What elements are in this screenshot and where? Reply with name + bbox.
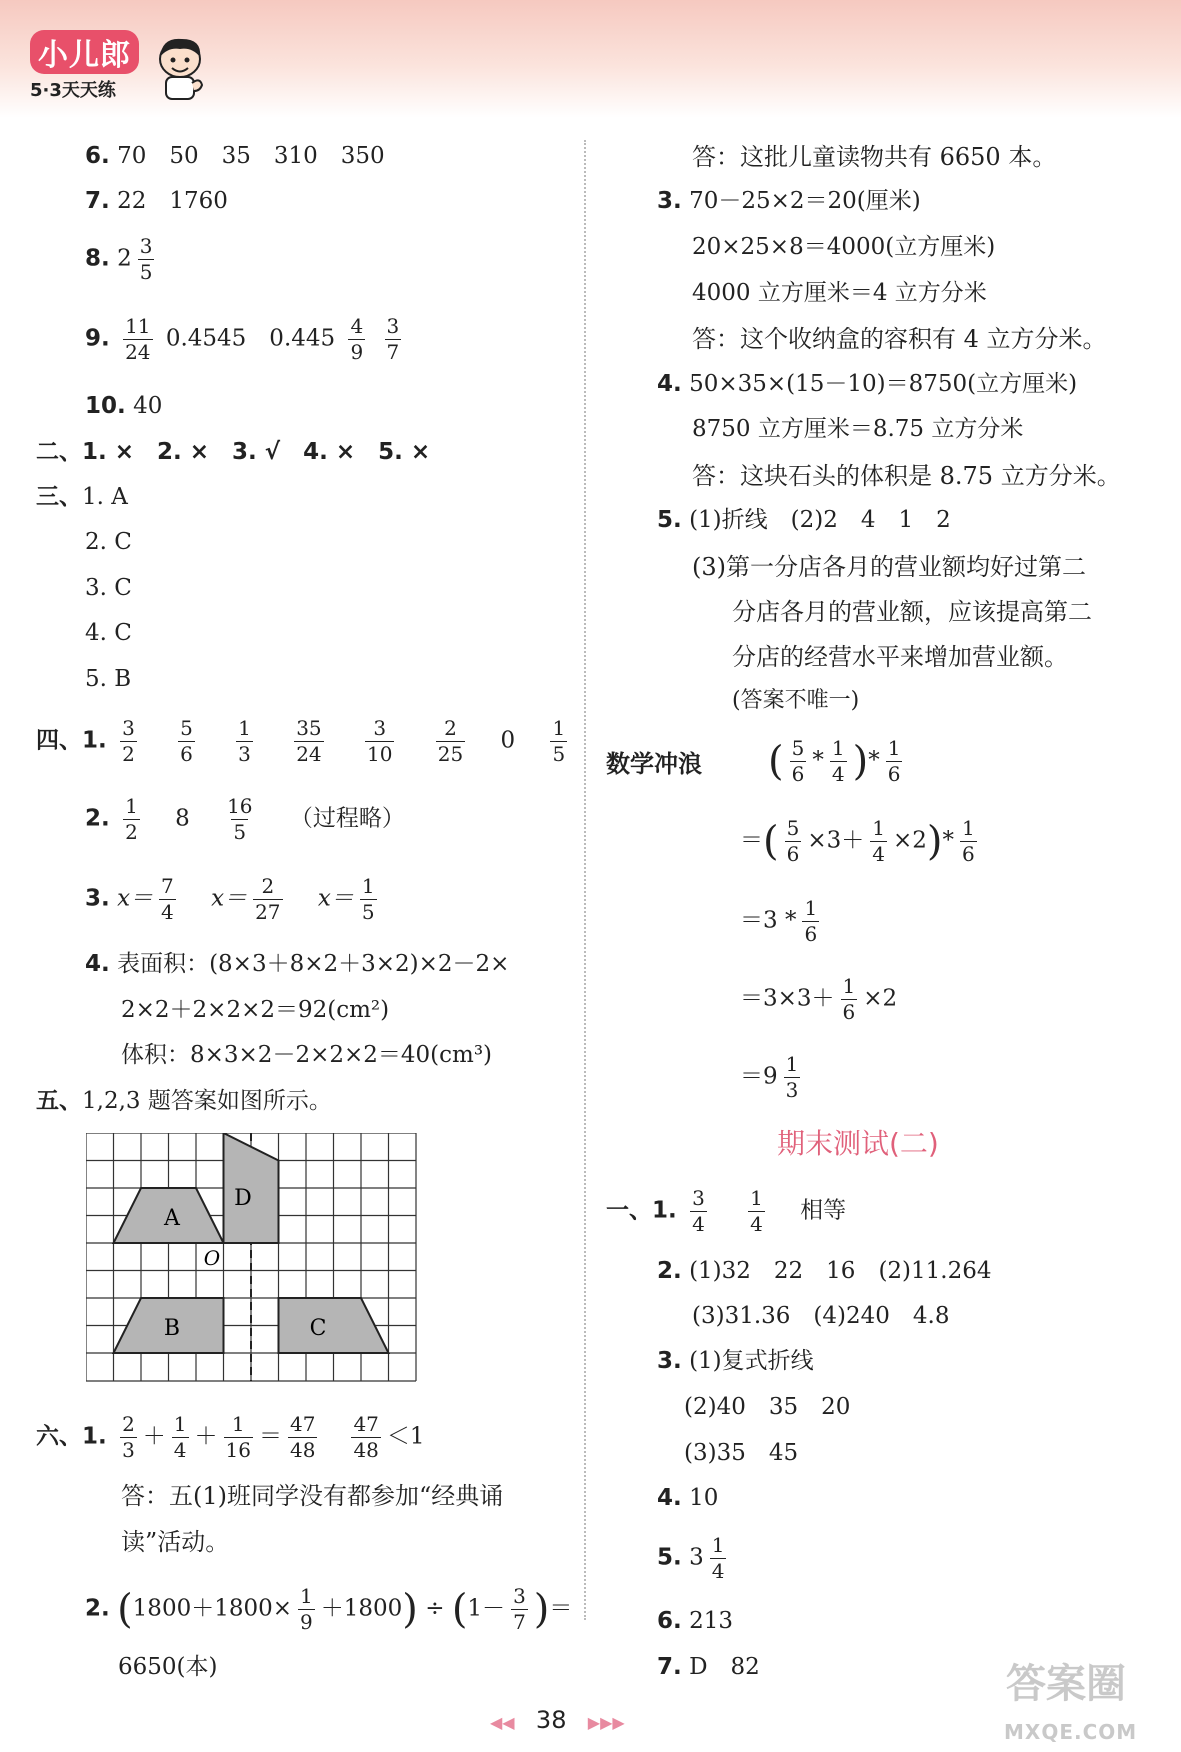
answer-text: 3. C bbox=[85, 575, 132, 601]
answer-text: 0.4545 0.445 bbox=[165, 325, 336, 352]
expression: 3×3＋ bbox=[763, 985, 835, 1012]
fraction: $\frac{5}{6}$ bbox=[180, 716, 193, 766]
note-text: （过程略） bbox=[289, 805, 405, 832]
answer-text: 答：这块石头的体积是 8.75 立方分米。 bbox=[692, 462, 1121, 490]
answer-text: ＜1 bbox=[386, 1423, 425, 1450]
section-five bbox=[36, 1090, 332, 1113]
brand-logo bbox=[30, 30, 139, 102]
fraction: $\frac{5}{6}$ bbox=[786, 816, 800, 866]
fraction: $\frac{1}{4}$ bbox=[872, 816, 885, 866]
watermark-url: MXQE.COM bbox=[1004, 1720, 1138, 1744]
right-arrow-icon: ▶▶▶ bbox=[587, 1713, 625, 1732]
fraction: $\frac{1}{5}$ bbox=[552, 716, 566, 766]
answer-text: (1)复式折线 bbox=[689, 1348, 814, 1374]
test2-q5 bbox=[657, 1535, 732, 1582]
fraction: $\frac{1}{4}$ bbox=[750, 1186, 763, 1236]
fraction: $\frac{1}{6}$ bbox=[962, 816, 975, 866]
answer-text: 1,2,3 题答案如图所示。 bbox=[82, 1088, 332, 1114]
test2-q6 bbox=[657, 1610, 733, 1633]
logo-subtitle: 5·3天天练 bbox=[30, 80, 116, 101]
operator: ＝ bbox=[740, 827, 763, 854]
expression: ＋1800 bbox=[320, 1595, 403, 1622]
answer-text: D 82 bbox=[689, 1654, 760, 1680]
challenge-line bbox=[740, 976, 897, 1023]
expression: 1800＋1800× bbox=[132, 1595, 293, 1622]
fraction: $\frac{35}{24}$ bbox=[296, 716, 322, 766]
answer-text: 4000 立方厘米＝4 立方分米 bbox=[692, 280, 987, 306]
answer-text: 1. × 2. × 3. √ 4. × 5. × bbox=[82, 439, 431, 465]
fraction: $\frac{16}{5}$ bbox=[227, 794, 253, 844]
section-label: 四、 bbox=[36, 727, 82, 754]
answer-text: 70－25×2＝20(厘米) bbox=[689, 188, 921, 214]
item-number: 4. bbox=[85, 951, 110, 977]
fraction: $\frac{2}{27}$ bbox=[255, 874, 281, 924]
answer-text: 10 bbox=[689, 1485, 719, 1511]
item-number: 5. bbox=[657, 507, 682, 533]
answer-text: 1. A bbox=[82, 484, 128, 510]
watermark-title: 答案圈 bbox=[1006, 1661, 1126, 1707]
item-number: 3. bbox=[657, 1348, 682, 1374]
answer-text: 8750 立方厘米＝8.75 立方分米 bbox=[692, 416, 1024, 442]
answer-text: 4. C bbox=[85, 620, 132, 646]
challenge-line bbox=[740, 898, 825, 945]
test2-q7 bbox=[657, 1656, 760, 1679]
item-number: 3. bbox=[657, 188, 682, 214]
section-four-q2 bbox=[85, 796, 405, 843]
answer-line bbox=[85, 316, 407, 363]
operator: ＝ bbox=[740, 907, 763, 934]
answer-text: 相等 bbox=[800, 1197, 847, 1224]
item-number: 5. bbox=[657, 1544, 682, 1571]
right-q5 bbox=[657, 509, 951, 532]
answer-text: 读”活动。 bbox=[121, 1528, 230, 1556]
fraction: $\frac{7}{4}$ bbox=[161, 874, 174, 924]
fraction: $\frac{3}{7}$ bbox=[386, 314, 400, 364]
operator: ＝ bbox=[740, 1063, 763, 1090]
item-number: 2. bbox=[85, 1595, 110, 1622]
variable: x＝ bbox=[211, 885, 248, 912]
fraction: $\frac{2}{25}$ bbox=[437, 716, 464, 766]
test2-q1 bbox=[606, 1188, 846, 1235]
fraction: $\frac{1}{4}$ bbox=[173, 1412, 187, 1462]
section-four-q4 bbox=[85, 953, 509, 976]
answer-text: 体积：8×3×2－2×2×2＝40(cm³) bbox=[121, 1042, 493, 1068]
item-number: 8. bbox=[85, 245, 110, 272]
challenge-line: ＝( $\frac{5}{6}$ ×3＋ $\frac{1}{4}$ ×2)* $\frac{1}{6}$ bbox=[740, 816, 975, 866]
answer-text: 20×25×8＝4000(立方厘米) bbox=[692, 234, 996, 260]
answer-text: (1)32 22 16 (2)11.264 bbox=[689, 1258, 992, 1284]
section-six-q2: 2. (1800＋1800× $\frac{1}{9}$ ＋1800) ÷ (1－ $\frac{3}{7}$ )＝ bbox=[85, 1584, 573, 1634]
fraction: $\frac{3}{10}$ bbox=[366, 716, 393, 766]
fraction: $\frac{4}{9}$ bbox=[350, 314, 364, 364]
mixed-whole: 9 bbox=[763, 1063, 778, 1090]
answer-text: 5. B bbox=[85, 666, 132, 692]
answer-text: 2. C bbox=[85, 529, 132, 555]
right-q4 bbox=[657, 373, 1077, 396]
right-q3 bbox=[657, 190, 921, 213]
answer-line bbox=[85, 236, 160, 283]
answer-text: (1)折线 (2)2 4 1 2 bbox=[689, 507, 951, 533]
section-label: 一、 bbox=[606, 1197, 652, 1224]
answer-text: 0 bbox=[500, 727, 516, 754]
left-arrow-icon: ◀◀ bbox=[490, 1713, 515, 1732]
variable: x＝ bbox=[317, 885, 354, 912]
section-four-q3 bbox=[85, 876, 383, 923]
expression: 1－ bbox=[467, 1595, 506, 1622]
label-d: D bbox=[234, 1186, 252, 1211]
answer-text: 表面积：(8×3＋8×2＋3×2)×2－2× bbox=[117, 951, 510, 977]
answer-text: 2×2＋2×2×2＝92(cm²) bbox=[121, 997, 390, 1023]
page-footer bbox=[490, 1708, 625, 1733]
item-number: 4. bbox=[657, 1485, 682, 1511]
fraction: $\frac{1}{4}$ bbox=[831, 736, 845, 786]
answer-text: 50×35×(15－10)＝8750(立方厘米) bbox=[689, 371, 1078, 397]
answer-text: 答：这批儿童读物共有 6650 本。 bbox=[692, 143, 1057, 171]
logo-title: 小儿郎 bbox=[30, 30, 139, 74]
item-number: 2. bbox=[657, 1258, 682, 1284]
fraction: $\frac{3}{4}$ bbox=[692, 1186, 705, 1236]
answer-text: (3)第一分店各月的营业额均好过第二 bbox=[692, 553, 1086, 581]
test2-q4 bbox=[657, 1487, 718, 1510]
expression: ×2 bbox=[863, 985, 898, 1012]
fraction: $\frac{5}{6}$ bbox=[791, 736, 805, 786]
item-number: 2. bbox=[85, 805, 110, 832]
fraction: $\frac{1}{3}$ bbox=[238, 716, 251, 766]
section-two bbox=[36, 441, 430, 464]
fraction: $\frac{47}{48}$ bbox=[289, 1412, 316, 1462]
fraction: $\frac{1}{16}$ bbox=[225, 1412, 251, 1462]
answer-text: 213 bbox=[689, 1608, 733, 1634]
answer-text: 40 bbox=[133, 393, 163, 419]
shape-c bbox=[279, 1298, 389, 1353]
mixed-whole: 3 bbox=[689, 1544, 704, 1571]
section-title: 期末测试(二) bbox=[777, 1127, 939, 1160]
label-c: C bbox=[309, 1316, 327, 1341]
item-number: 6. bbox=[657, 1608, 682, 1634]
mixed-whole: 2 bbox=[117, 245, 132, 272]
section-six-q1: 六、1. $\frac{2}{3}$ ＋ $\frac{1}{4}$ ＋ $\frac{1}{16}$ ＝ $\frac{47}{48}$ $\frac{47}{48}$ ＜1 bbox=[36, 1412, 425, 1462]
item-number: 7. bbox=[85, 188, 110, 214]
answer-line bbox=[85, 395, 162, 418]
operator: * bbox=[942, 827, 954, 854]
operator: ＝ bbox=[740, 985, 763, 1012]
fraction: $\frac{3}{7}$ bbox=[513, 1584, 526, 1634]
answer-text: 分店的经营水平来增加营业额。 bbox=[732, 643, 1068, 671]
item-number: 10. bbox=[85, 393, 126, 419]
fraction: $\frac{11}{24}$ bbox=[125, 314, 151, 364]
mascot-icon bbox=[152, 35, 208, 103]
challenge-line: ( $\frac{5}{6}$ * $\frac{1}{4}$ )* $\frac{1}{6}$ bbox=[768, 736, 901, 786]
item-number: 7. bbox=[657, 1654, 682, 1680]
fraction: $\frac{2}{3}$ bbox=[122, 1412, 135, 1462]
fraction: $\frac{3}{2}$ bbox=[122, 716, 135, 766]
fraction: $\frac{1}{6}$ bbox=[887, 736, 901, 786]
label-a: A bbox=[164, 1206, 180, 1231]
item-number: 6. bbox=[85, 143, 110, 169]
answer-text: 8 bbox=[175, 805, 190, 832]
operator: ÷ bbox=[425, 1595, 445, 1622]
answer-text: 70 50 35 310 350 bbox=[117, 143, 385, 169]
fraction: $\frac{1}{3}$ bbox=[785, 1052, 799, 1102]
answer-line bbox=[85, 190, 228, 213]
answer-line bbox=[85, 145, 385, 168]
fraction: $\frac{1}{6}$ bbox=[842, 974, 856, 1024]
answer-text: 分店各月的营业额，应该提高第二 bbox=[732, 598, 1092, 626]
expression: ×3＋ bbox=[807, 827, 865, 854]
item-number: 1. bbox=[652, 1197, 677, 1224]
operator: * bbox=[868, 747, 880, 774]
section-label: 六、 bbox=[36, 1423, 82, 1450]
fraction: $\frac{1}{5}$ bbox=[361, 874, 375, 924]
column-divider bbox=[584, 140, 586, 1620]
fraction: $\frac{1}{2}$ bbox=[125, 794, 138, 844]
fraction: $\frac{1}{6}$ bbox=[804, 896, 818, 946]
answer-text: (3)35 45 bbox=[684, 1440, 799, 1466]
item-number: 9. bbox=[85, 325, 110, 352]
variable: x＝ bbox=[117, 885, 154, 912]
test2-q3 bbox=[657, 1350, 814, 1373]
challenge-label: 数学冲浪 bbox=[606, 750, 702, 778]
section-four-q1 bbox=[36, 718, 573, 765]
challenge-line bbox=[740, 1054, 806, 1101]
section-label: 五、 bbox=[36, 1088, 82, 1114]
fraction: $\frac{47}{48}$ bbox=[353, 1412, 379, 1462]
item-number: 1. bbox=[82, 727, 107, 754]
fraction: $\frac{1}{4}$ bbox=[711, 1533, 725, 1583]
expression: 3 * bbox=[763, 907, 797, 934]
section-label: 三、 bbox=[36, 484, 82, 510]
answer-text: 22 1760 bbox=[117, 188, 228, 214]
operator: * bbox=[812, 747, 824, 774]
grid-figure bbox=[86, 1133, 418, 1383]
expression: ×2 bbox=[892, 827, 927, 854]
page-number: 38 bbox=[535, 1706, 567, 1734]
item-number: 4. bbox=[657, 371, 682, 397]
section-three bbox=[36, 486, 128, 509]
item-number: 1. bbox=[82, 1423, 107, 1450]
fraction: $\frac{1}{9}$ bbox=[300, 1584, 313, 1634]
answer-text: (答案不唯一) bbox=[732, 688, 860, 713]
item-number: 3. bbox=[85, 885, 110, 912]
answer-text: 答：五(1)班同学没有都参加“经典诵 bbox=[121, 1482, 504, 1510]
answer-text: 答：这个收纳盒的容积有 4 立方分米。 bbox=[692, 325, 1107, 353]
operator: ＝ bbox=[549, 1595, 573, 1622]
answer-text: (3)31.36 (4)240 4.8 bbox=[692, 1303, 950, 1329]
answer-text: (2)40 35 20 bbox=[684, 1394, 851, 1420]
label-b: B bbox=[163, 1316, 181, 1341]
test2-q2 bbox=[657, 1260, 992, 1283]
section-label: 二、 bbox=[36, 439, 82, 465]
label-origin: O bbox=[203, 1246, 221, 1270]
fraction: $\frac{3}{5}$ bbox=[139, 234, 153, 284]
answer-text: 6650(本) bbox=[118, 1654, 218, 1680]
